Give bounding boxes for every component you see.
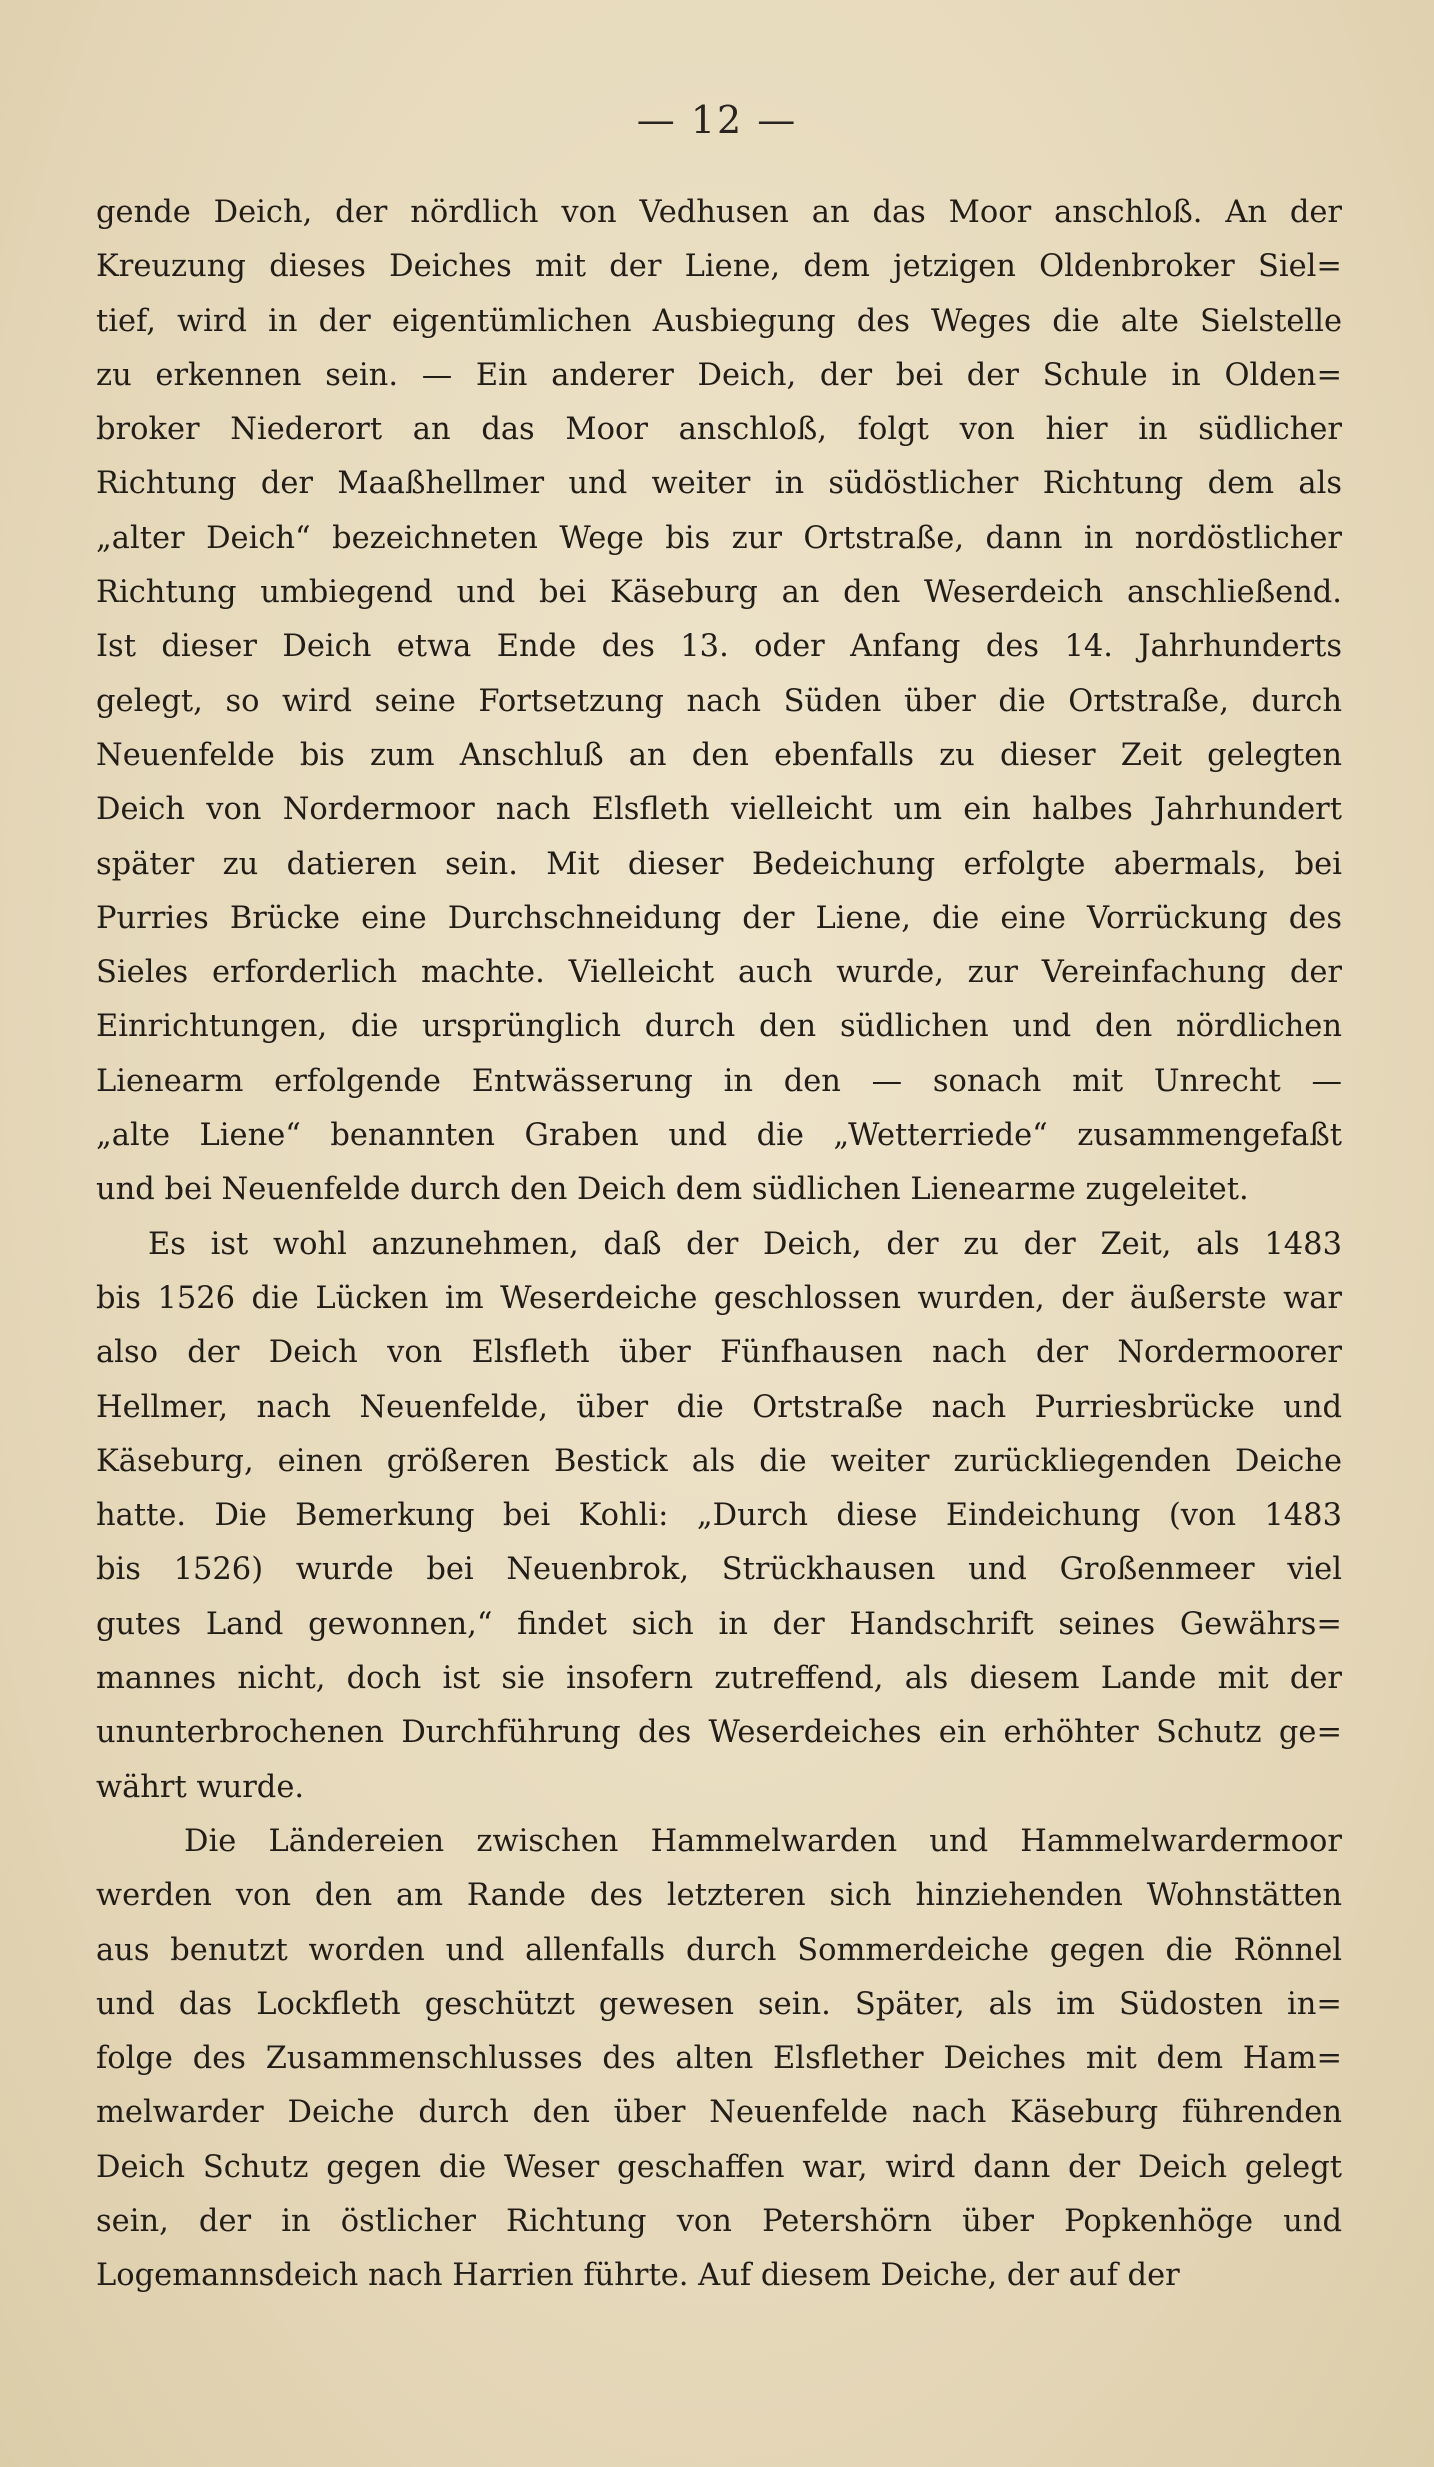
text-line: mannes nicht, doch ist sie insofern zutreffend, als diesem Lande mit der — [96, 1661, 1342, 1697]
text-line: Kreuzung dieses Deiches mit der Liene, dem jetzigen Oldenbroker Siel= — [96, 249, 1342, 285]
text-line: tief, wird in der eigentümlichen Ausbiegung des Weges die alte Sielstelle — [96, 303, 1342, 339]
text-line: Einrichtungen, die ursprünglich durch den südlichen und den nördlichen — [96, 1009, 1342, 1045]
text-line: währt wurde. — [96, 1769, 305, 1805]
text-line: Richtung umbiegend und bei Käseburg an den Weserdeich anschließend. — [96, 575, 1342, 611]
text-line: ununterbrochenen Durchführung des Weserdeiches ein erhöhter Schutz ge= — [96, 1715, 1342, 1751]
text-line: aus benutzt worden und allenfalls durch Sommerdeiche gegen die Rönnel — [96, 1932, 1342, 1968]
text-line: folge des Zusammenschlusses des alten Elsflether Deiches mit dem Ham= — [96, 2041, 1342, 2077]
text-line: Ist dieser Deich etwa Ende des 13. oder Anfang des 14. Jahrhunderts — [96, 629, 1342, 665]
text-line: Logemannsdeich nach Harrien führte. Auf diesem Deiche, der auf der — [96, 2258, 1180, 2294]
text-line: Deich Schutz gegen die Weser geschaffen war, wird dann der Deich gelegt — [96, 2149, 1342, 2185]
page-number: — 12 — — [636, 98, 798, 142]
text-line: Hellmer, nach Neuenfelde, über die Ortstraße nach Purriesbrücke und — [96, 1389, 1342, 1425]
text-line: gutes Land gewonnen,“ findet sich in der Handschrift seines Gewährs= — [96, 1606, 1342, 1642]
text-line: „alte Liene“ benannten Graben und die „Wetterriede“ zusammengefaßt — [96, 1118, 1342, 1154]
text-line: sein, der in östlicher Richtung von Petershörn über Popkenhöge und — [96, 2203, 1342, 2239]
paragraph — [96, 1815, 1342, 2304]
text-line: Purries Brücke eine Durchschneidung der Liene, die eine Vorrückung des — [96, 900, 1342, 936]
text-line: Käseburg, einen größeren Bestick als die weiter zurückliegenden Deiche — [96, 1443, 1342, 1479]
text-line: Neuenfelde bis zum Anschluß an den ebenfalls zu dieser Zeit gelegten — [96, 737, 1342, 773]
text-line: Richtung der Maaßhellmer und weiter in südöstlicher Richtung dem als — [96, 466, 1342, 502]
text-line: Sieles erforderlich machte. Vielleicht auch wurde, zur Vereinfachung der — [96, 955, 1342, 991]
text-line: Deich von Nordermoor nach Elsfleth vielleicht um ein halbes Jahrhundert — [96, 792, 1342, 828]
text-line: broker Niederort an das Moor anschloß, folgt von hier in südlicher — [96, 412, 1342, 448]
text-line: Es ist wohl anzunehmen, daß der Deich, der zu der Zeit, als 1483 — [148, 1226, 1342, 1262]
text-line: und bei Neuenfelde durch den Deich dem südlichen Lienearme zugeleitet. — [96, 1172, 1249, 1208]
text-line: bis 1526 die Lücken im Weserdeiche geschlossen wurden, der äußerste war — [96, 1280, 1342, 1316]
text-line: hatte. Die Bemerkung bei Kohli: „Durch diese Eindeichung (von 1483 — [96, 1498, 1342, 1534]
text-line: Lienearm erfolgende Entwässerung in den — sonach mit Unrecht — — [96, 1063, 1342, 1099]
text-line: später zu datieren sein. Mit dieser Bedeichung erfolgte abermals, bei — [96, 846, 1342, 882]
text-line: und das Lockfleth geschützt gewesen sein. Später, als im Südosten in= — [96, 1986, 1342, 2022]
text-line: melwarder Deiche durch den über Neuenfelde nach Käseburg führenden — [96, 2095, 1342, 2131]
text-line: werden von den am Rande des letzteren sich hinziehenden Wohnstätten — [96, 1878, 1342, 1914]
text-line: gelegt, so wird seine Fortsetzung nach Süden über die Ortstraße, durch — [96, 683, 1342, 719]
paragraph — [96, 186, 1342, 1218]
text-line: bis 1526) wurde bei Neuenbrok, Strückhausen und Großenmeer viel — [96, 1552, 1342, 1588]
text-line: gende Deich, der nördlich von Vedhusen an das Moor anschloß. An der — [96, 195, 1342, 230]
text-line: also der Deich von Elsfleth über Fünfhausen nach der Nordermoorer — [96, 1335, 1342, 1371]
body-text — [96, 186, 1342, 2304]
text-line: zu erkennen sein. — Ein anderer Deich, der bei der Schule in Olden= — [96, 357, 1342, 393]
text-line: „alter Deich“ bezeichneten Wege bis zur Ortstraße, dann in nordöstlicher — [96, 520, 1342, 556]
text-line: Die Ländereien zwischen Hammelwarden und Hammelwardermoor — [184, 1823, 1342, 1859]
paragraph — [96, 1218, 1342, 1815]
